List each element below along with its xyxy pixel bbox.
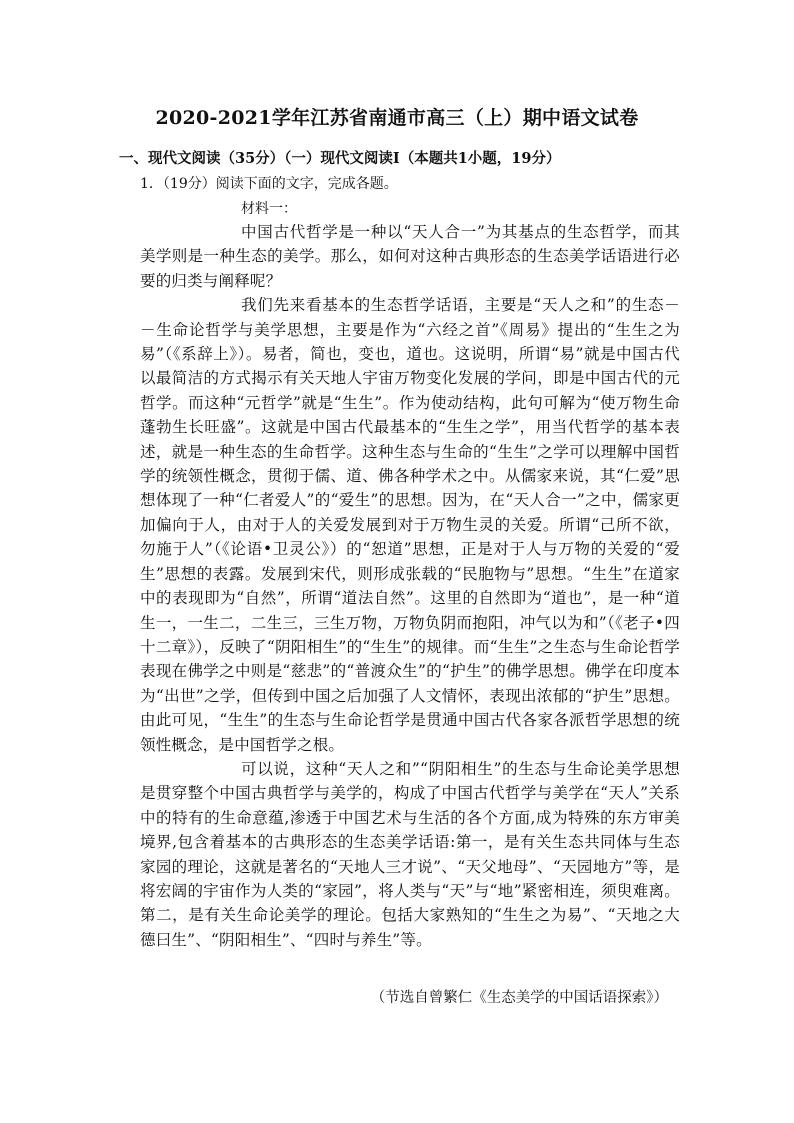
question-prompt: 1．（19分）阅读下面的文字，完成各题。 bbox=[140, 176, 398, 192]
source-citation: （节选自曾繁仁《生态美学的中国话语探索》） bbox=[370, 990, 668, 1006]
passage-paragraph: 中国古代哲学是一种以“天人合一”为其基点的生态哲学，而其美学则是一种生态的美学。那么，如何对这种古典形态的生态美学话语进行必要的归类与阐释呢？ bbox=[140, 223, 680, 290]
section-heading: 一、现代文阅读（35分）（一）现代文阅读Ⅰ（本题共1小题，19分） bbox=[119, 150, 561, 167]
reading-passage bbox=[140, 220, 680, 952]
page-title: 2020-2021学年江苏省南通市高三（上）期中语文试卷 bbox=[155, 107, 639, 129]
passage-paragraph: 可以说，这种“天人之和”“阴阳相生”的生态与生命论美学思想是贯穿整个中国古典哲学与美学的，构成了中国古代哲学与美学在“天人”关系中的特有的生命意蕴,渗透于中国艺术与生活的各个方面,成为特殊的东方审美境界,包含着基本的古典形态的生态美学话语:第一，是有关生态共同体与生态家园的理论，这就是著名的“天地人三才说”、“天父地母”、“天园地方”等，是将宏阔的宇宙作为人类的“家园”，将人类与“天”与“地”紧密相连，须臾难离。第二，是有关生命论美学的理论。包括大家熟知的“生生之为易”、“天地之大德曰生”、“阴阳相生”、“四时与养生”等。 bbox=[140, 759, 680, 949]
passage-paragraph: 我们先来看基本的生态哲学话语，主要是“天人之和”的生态－－生命论哲学与美学思想，主要是作为“六经之首”《周易》提出的“生生之为易”（《系辞上》）。易者，简也，变也，道也。这说明，所谓“易”就是中国古代以最简洁的方式揭示有关天地人宇宙万物变化发展的学问，即是中国古代的元哲学。而这种“元哲学”就是“生生”。作为使动结构，此句可解为“使万物生命蓬勃生长旺盛”。这就是中国古代最基本的“生生之学”，用当代哲学的基本表述，就是一种生态的生命哲学。这种生态与生命的“生生”之学可以理解中国哲学的统领性概念，贯彻于儒、道、佛各种学术之中。从儒家来说，其“仁爱”思想体现了一种“仁者爱人”的“爱生”的思想。因为，在“天人合一”之中，儒家更加偏向于人，由对于人的关爱发展到对于万物生灵的关爱。所谓“己所不欲，勿施于人”（《论语•卫灵公》）的“恕道”思想，正是对于人与万物的关爱的“爱生”思想的表露。发展到宋代，则形成张载的“民胞物与”思想。“生生”在道家中的表现即为“自然”，所谓“道法自然”。这里的自然即为“道也”，是一种“道生一，一生二，二生三，三生万物，万物负阴而抱阳，冲气以为和”（《老子•四十二章》），反映了“阴阳相生”的“生生”的规律。而“生生”之生态与生命论哲学表现在佛学之中则是“慈悲”的“普渡众生”的“护生”的佛学思想。佛学在印度本为“出世”之学，但传到中国之后加强了人文情怀，表现出浓郁的“护生”思想。由此可见，“生生”的生态与生命论哲学是贯通中国古代各家各派哲学思想的统领性概念，是中国哲学之根。 bbox=[140, 296, 680, 754]
material-label: 材料一： bbox=[241, 201, 297, 217]
